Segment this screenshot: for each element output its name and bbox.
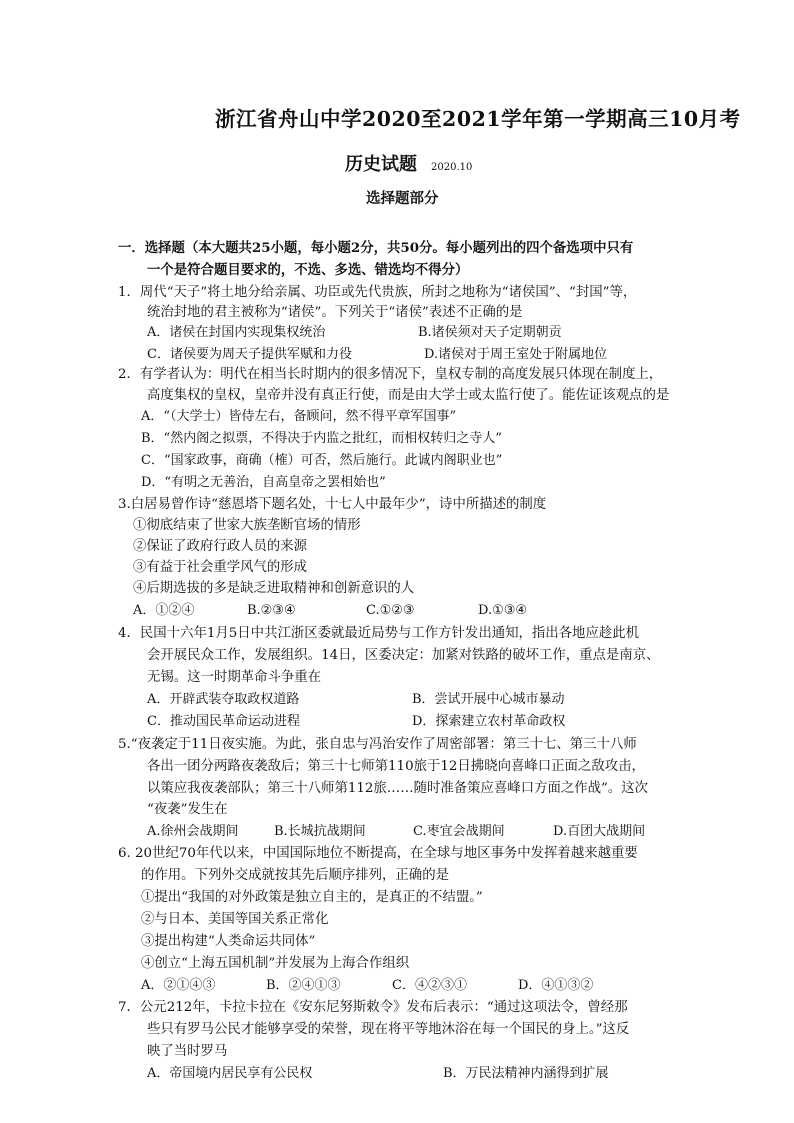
option-b: B.②③④ [247,603,296,618]
question-stem: 的作用。下列外交成就按其先后顺序排列，正确的是 [141,868,449,883]
option-a: A．“（大学士）皆侍左右，备顾问，然不得平章军国事” [141,409,457,424]
question-stem: 会开展民众工作，发展组织。14日，区委决定：加紧对铁路的破坏工作，重点是南京、 [147,648,660,663]
question-stem: 4．民国十六年1月5日中共江浙区委就最近局势与工作方针发出通知，指出各地应趁此机 [118,626,640,641]
option-a: A．②①④③ [141,978,216,993]
instruction-line: 一．选择题（本大题共25小题，每小题2分，共50分。每小题列出的四个备选项中只有 [118,240,634,256]
option-b: B．②④①③ [266,978,341,993]
question-stem: 各出一团分两路夜袭敌后；第三十七师第110旅于12日拂晓向喜峰口正面之敌攻击， [147,759,645,774]
exam-subject [345,150,472,176]
option-a: A．开辟武装夺取政权道路 [147,692,300,707]
option-c: C．诸侯要为周天子提供军赋和力役 [147,347,352,362]
option-d: D.诸侯对于周王室处于附属地位 [424,347,608,362]
section-heading: 选择题部分 [366,190,439,207]
statement-item: ④创立“上海五国机制”并发展为上海合作组织 [141,956,410,971]
question-stem: 高度集权的皇权，皇帝并没有真正行使，而是由大学士或太监行使了。能佐证该观点的是 [147,388,670,403]
question-stem: 1．周代“天子”将土地分给亲属、功臣或先代贵族，所封之地称为“诸侯国”、“封国”等， [118,285,637,300]
statement-item: ①彻底结束了世家大族垄断官场的情形 [133,518,361,533]
exam-title: 浙江省舟山中学2020至2021学年第一学期高三10月考 [215,107,741,131]
question-stem: 7．公元212年，卡拉卡拉在《安东尼努斯敕令》发布后表示：“通过这项法令，曾经那 [118,1000,628,1015]
question-stem: 以策应我夜袭部队；第三十八师第112旅……随时准备策应喜峰口方面之作战”。这次 [147,781,649,796]
exam-date: 2020.10 [431,162,473,173]
question-stem: 无锡。这一时期革命斗争重在 [147,670,322,685]
option-d: D．④①③② [518,978,594,993]
option-c: C．④②③① [392,978,467,993]
question-stem: 3.白居易曾作诗“慈恩塔下题名处，十七人中最年少”，诗中所描述的制度 [118,497,547,512]
option-d: D.①③④ [478,603,528,618]
question-stem: 6. 20世纪70年代以来，中国国际地位不断提高，在全球与地区事务中发挥着越来越重要 [118,846,638,861]
option-a: A．①②④ [133,603,195,618]
instruction-line: 一个是符合题目要求的，不选、多选、错选均不得分） [147,262,469,278]
question-stem: 5.“夜袭定于11日夜实施。为此，张自忠与冯治安作了周密部署：第三十七、第三十八师 [118,737,637,752]
question-stem: 统治封地的君主被称为“诸侯”。下列关于“诸侯”表述不正确的是 [147,305,523,320]
option-a: A.徐州会战期间 [147,824,239,839]
statement-item: ③有益于社会重学风气的形成 [133,560,308,575]
option-d: D．探索建立农村革命政权 [412,714,566,729]
question-stem: “夜袭”发生在 [147,802,228,817]
option-c: C．“国家政事，商确（榷）可否，然后施行。此诚内阁职业也” [141,453,503,468]
question-stem: 些只有罗马公民才能够享受的荣誉，现在将平等地沐浴在每一个国民的身上。”这反 [147,1022,630,1037]
question-stem: 2．有学者认为：明代在相当长时期内的很多情况下，皇权专制的高度发展只体现在制度上， [118,367,663,382]
option-c: C.①②③ [366,603,415,618]
option-b: B．万民法精神内涵得到扩展 [443,1066,609,1081]
statement-item: ③提出构建“人类命运共同体” [141,934,316,949]
option-b: B．尝试开展中心城市暴动 [412,692,565,707]
question-stem: 映了当时罗马 [147,1044,228,1059]
option-b: B．“然内阁之拟票，不得决于内监之批红，而相权转归之寺人” [141,431,502,446]
option-d: D.百团大战期间 [553,824,646,839]
option-c: C.枣宜会战期间 [413,824,505,839]
option-c: C．推动国民革命运动进程 [147,714,300,729]
statement-item: ④后期选拔的多是缺乏进取精神和创新意识的人 [133,581,415,596]
option-a: A．诸侯在封国内实现集权统治 [147,325,326,340]
statement-item: ②与日本、美国等国关系正常化 [141,912,329,927]
option-a: A．帝国境内居民享有公民权 [147,1066,313,1081]
option-b: B.长城抗战期间 [274,824,366,839]
subject-name: 历史试题 [345,154,417,175]
option-d: D．“有明之无善治，自高皇帝之罢相始也” [141,475,386,490]
statement-item: ②保证了政府行政人员的来源 [133,539,308,554]
option-b: B.诸侯须对天子定期朝贡 [418,325,562,340]
statement-item: ①提出“我国的对外政策是独立自主的，是真正的不结盟。” [141,890,483,905]
